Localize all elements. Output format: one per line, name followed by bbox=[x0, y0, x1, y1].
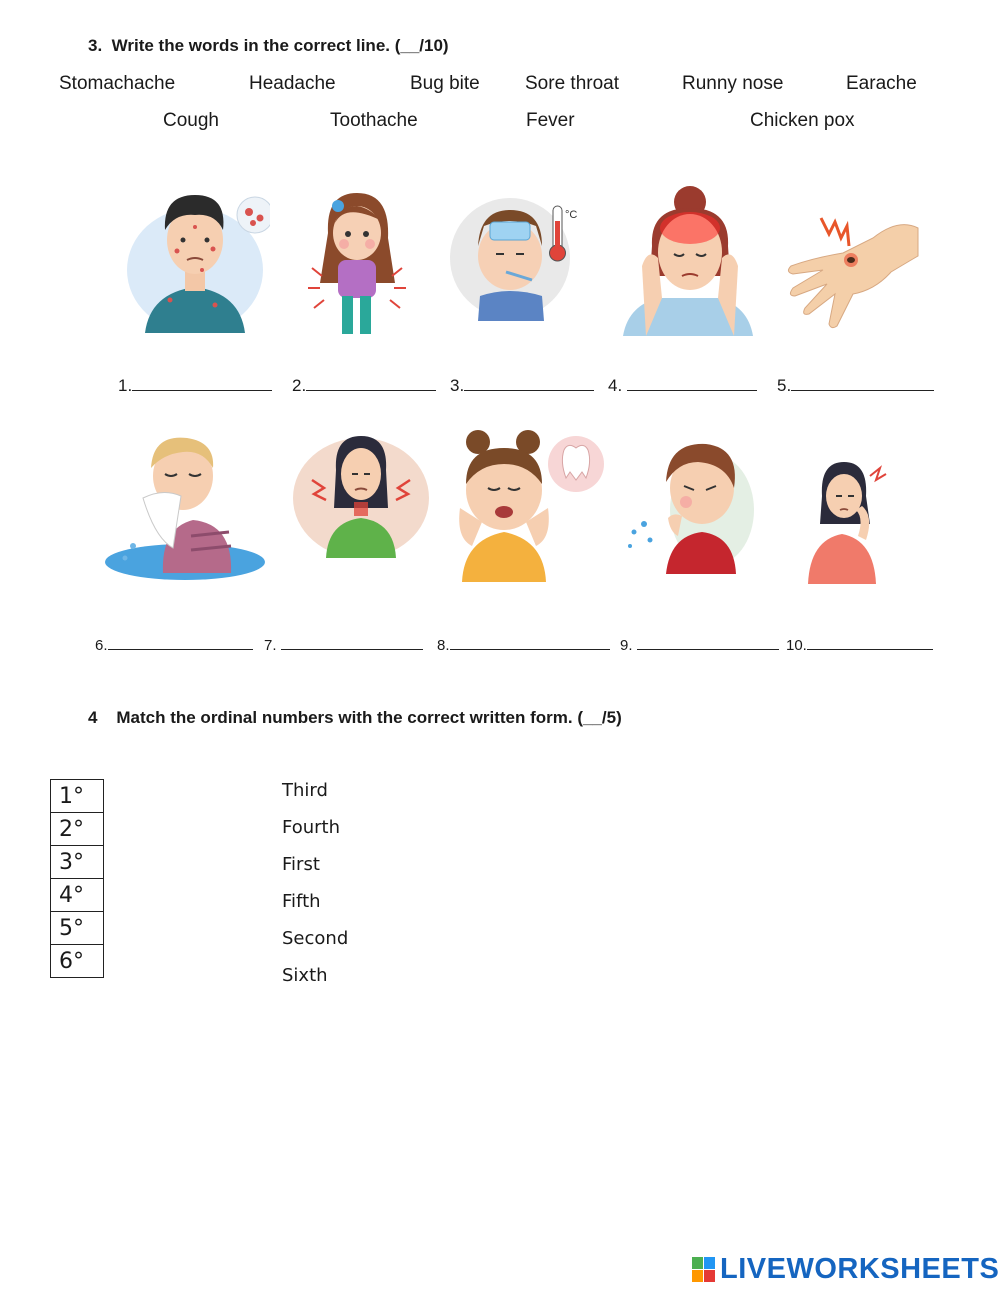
answer-line-5[interactable] bbox=[777, 376, 934, 396]
answer-number: 2. bbox=[292, 376, 307, 395]
blank-line[interactable] bbox=[637, 637, 779, 650]
answer-number: 3. bbox=[450, 376, 465, 395]
answer-number: 10. bbox=[786, 637, 807, 654]
answer-number: 7. bbox=[264, 637, 277, 654]
bug-bite-illustration bbox=[783, 208, 923, 333]
liveworksheets-logo-icon bbox=[692, 1257, 716, 1283]
written-form-item[interactable]: Second bbox=[282, 928, 349, 949]
written-form-item[interactable]: Sixth bbox=[282, 965, 328, 986]
answer-line-10[interactable] bbox=[786, 637, 933, 654]
ordinal-cell[interactable]: 2° bbox=[51, 813, 104, 846]
word-bank-item: Earache bbox=[846, 73, 917, 94]
sore-throat-illustration bbox=[292, 430, 430, 560]
section-3-title: Write the words in the correct line. (__/10) bbox=[111, 36, 449, 55]
answer-line-9[interactable] bbox=[620, 637, 779, 654]
word-bank-item: Cough bbox=[163, 110, 219, 131]
ordinal-cell[interactable]: 4° bbox=[51, 879, 104, 912]
written-form-item[interactable]: Fourth bbox=[282, 817, 340, 838]
runny-nose-illustration bbox=[103, 428, 268, 586]
blank-line[interactable] bbox=[464, 376, 594, 391]
answer-line-2[interactable] bbox=[292, 376, 436, 396]
blank-line[interactable] bbox=[108, 637, 253, 650]
section-3-number: 3. bbox=[88, 36, 103, 55]
word-bank-item: Fever bbox=[526, 110, 575, 131]
answer-number: 1. bbox=[118, 376, 133, 395]
word-bank-item: Sore throat bbox=[525, 73, 619, 94]
word-bank-item: Chicken pox bbox=[750, 110, 855, 131]
ordinal-cell[interactable]: 6° bbox=[51, 945, 104, 978]
toothache-illustration bbox=[448, 428, 608, 586]
blank-line[interactable] bbox=[627, 376, 757, 391]
ordinal-table bbox=[50, 779, 104, 978]
answer-number: 9. bbox=[620, 637, 633, 654]
ordinal-cell[interactable]: 3° bbox=[51, 846, 104, 879]
answer-line-7[interactable] bbox=[264, 637, 423, 654]
blank-line[interactable] bbox=[306, 376, 436, 391]
answer-line-3[interactable] bbox=[450, 376, 594, 396]
ordinal-cell[interactable]: 1° bbox=[51, 780, 104, 813]
blank-line[interactable] bbox=[450, 637, 610, 650]
answer-number: 6. bbox=[95, 637, 108, 654]
word-bank-item: Toothache bbox=[330, 110, 418, 131]
written-form-item[interactable]: Fifth bbox=[282, 891, 321, 912]
section-4-number: 4 bbox=[88, 708, 98, 727]
fever-illustration bbox=[450, 196, 585, 326]
word-bank-item: Stomachache bbox=[59, 73, 176, 94]
chicken-pox-illustration bbox=[125, 185, 270, 335]
headache-illustration bbox=[618, 186, 758, 338]
word-bank-item: Runny nose bbox=[682, 73, 784, 94]
section-3-heading bbox=[88, 36, 449, 56]
thermometer-unit: °C bbox=[565, 209, 578, 221]
answer-number: 5. bbox=[777, 376, 792, 395]
written-form-item[interactable]: Third bbox=[282, 780, 328, 801]
word-bank-item: Headache bbox=[249, 73, 336, 94]
answer-line-1[interactable] bbox=[118, 376, 272, 396]
ordinal-cell[interactable]: 5° bbox=[51, 912, 104, 945]
written-form-item[interactable]: First bbox=[282, 854, 320, 875]
word-bank-item: Bug bite bbox=[410, 73, 480, 94]
answer-line-6[interactable] bbox=[95, 637, 253, 654]
section-4-heading bbox=[88, 708, 622, 728]
blank-line[interactable] bbox=[132, 376, 272, 391]
stomachache-illustration bbox=[300, 188, 415, 343]
blank-line[interactable] bbox=[281, 637, 423, 650]
earache-illustration bbox=[800, 456, 895, 586]
answer-line-8[interactable] bbox=[437, 637, 610, 654]
section-4-title: Match the ordinal numbers with the correct written form. (__/5) bbox=[116, 708, 622, 727]
liveworksheets-logo[interactable]: LIVEWORKSHEETS bbox=[720, 1253, 1000, 1285]
blank-line[interactable] bbox=[791, 376, 934, 391]
answer-number: 8. bbox=[437, 637, 450, 654]
answer-line-4[interactable] bbox=[608, 376, 757, 396]
cough-illustration bbox=[622, 436, 757, 576]
answer-number: 4. bbox=[608, 376, 623, 395]
blank-line[interactable] bbox=[807, 637, 933, 650]
